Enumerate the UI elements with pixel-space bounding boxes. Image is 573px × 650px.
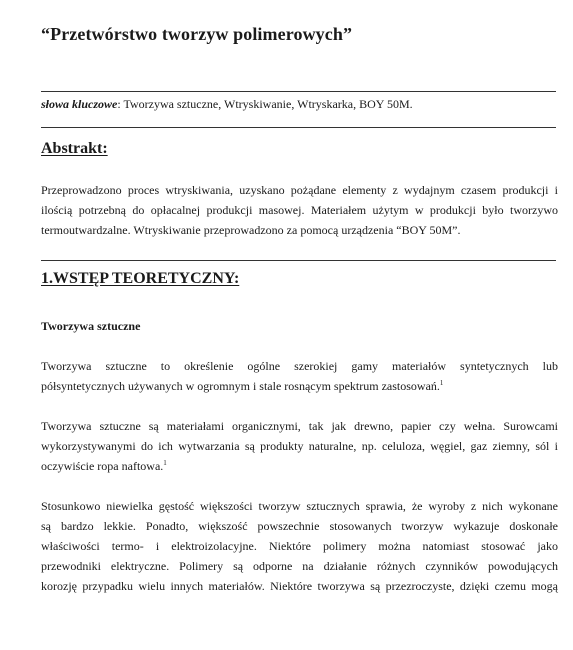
footnote-ref: 1 [163,459,167,467]
section-subheading: Tworzywa sztuczne [41,319,141,333]
paragraph-line: Stosunkowo niewielka gęstość większości tworzyw sztucznych sprawia, że wyroby z nich wykonane [41,499,558,513]
paragraph-line: są bardzo lekkie. Ponadto, większość powszechnie stosowanych tworzyw wykazuje doskonałe [41,519,558,533]
divider-abstract [41,260,556,261]
paragraph-line: Tworzywa sztuczne są materiałami organicznymi, tak jak drewno, papier czy wełna. Surowcami [41,419,558,433]
section-heading: 1.WSTĘP TEORETYCZNY: [41,270,240,287]
abstract-paragraph [41,180,558,240]
paragraph-line-text: oczywiście ropa naftowa. [41,459,164,473]
paragraph-line: właściwości termo- i elektroizolacyjne. Niektóre polimery można natomiast stosować jako [41,539,558,553]
divider-top [41,91,556,92]
abstract-line: Przeprowadzono proces wtryskiwania, uzyskano pożądane elementy z wydajnym czasem produkcji i [41,183,558,197]
divider-keywords [41,127,556,128]
paragraph-line-text: półsyntetycznych używanych w ogromnym i stale rosnącym spektrum zastosowań. [41,379,440,393]
paragraph-line [41,376,558,396]
keywords-value: : Tworzywa sztuczne, Wtryskiwanie, Wtryskarka, BOY 50M. [117,97,413,111]
abstract-line: ilością potrzebną do opłacalnej produkcji masowej. Materiałem użytym w produkcji było tworzywo [41,203,558,217]
abstract-heading: Abstrakt: [41,140,108,157]
footnote-ref: 1 [439,379,444,387]
document-title: “Przetwórstwo tworzyw polimerowych” [41,24,353,44]
abstract-line: termoutwardzalne. Wtryskiwanie przeprowadzono za pomocą urządzenia “BOY 50M”. [41,223,461,237]
keywords-label: słowa kluczowe [41,97,118,111]
body-paragraph-2 [41,416,558,476]
keywords-line [41,97,413,112]
body-paragraph-1 [41,356,558,396]
paragraph-line: korozję przypadku wielu innych materiałów. Niektóre tworzywa są przezroczyste, dzięki czemu mogą [41,579,558,593]
body-paragraph-3 [41,496,558,596]
paragraph-line: Tworzywa sztuczne to określenie ogólne szerokiej gamy materiałów syntetycznych lub [41,359,558,373]
paragraph-line [41,456,558,476]
paragraph-line: przewodniki elektryczne. Polimery są odporne na działanie różnych czynników powodujących [41,559,558,573]
paragraph-line: wykorzystywanymi do ich wytwarzania są produkty naturalne, np. celuloza, węgiel, gaz ziemny, sól i [41,439,558,453]
